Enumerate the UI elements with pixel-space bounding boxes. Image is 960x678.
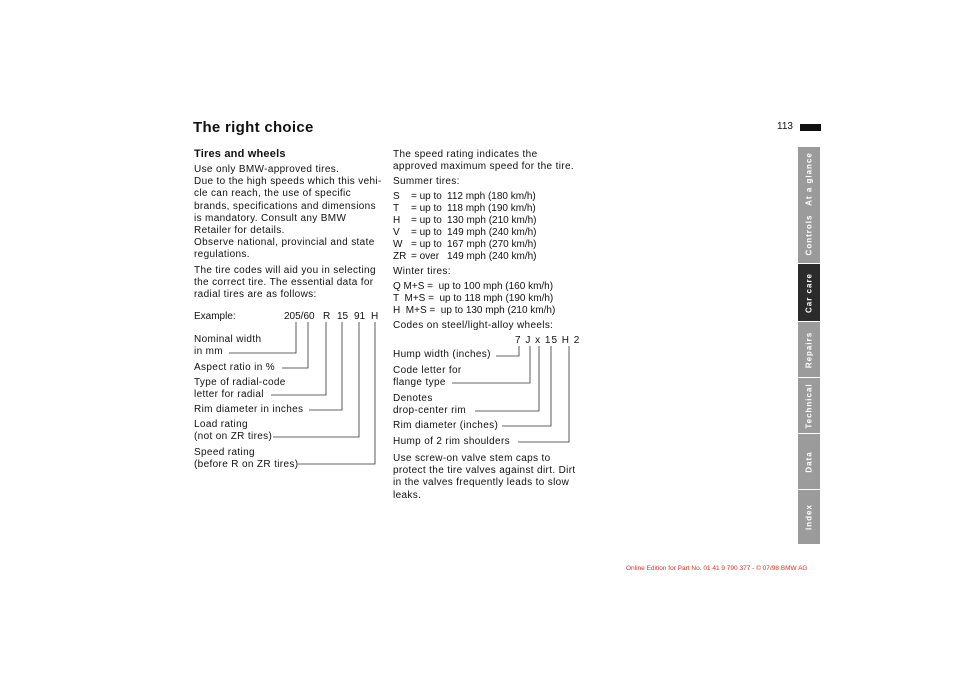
leader-rim-shoulders <box>518 346 569 442</box>
leader-rim-diameter <box>309 322 342 410</box>
label-hump-width: Hump width (inches) <box>393 349 491 360</box>
summer-label: Summer tires: <box>393 176 460 187</box>
tab-car-care[interactable]: Car care <box>798 264 820 321</box>
label-radial-type: Type of radial-code letter for radial <box>194 377 286 400</box>
intro-paragraph: Use only BMW-approved tires. Due to the high speeds which this vehi- cle can reach, the use of specific brands, specifications and dimensions is mandatory. Consult any BMW Retailer for details. Observe national, provincial and state regulations. <box>194 164 382 261</box>
leader-nominal-width <box>229 322 296 353</box>
tab-at-a-glance[interactable]: At a glance <box>798 147 820 210</box>
label-rim-diameter-in: Rim diameter (inches) <box>393 420 499 431</box>
code-radial: R <box>323 311 331 322</box>
tab-controls[interactable]: Controls <box>798 206 820 263</box>
code-speed: H <box>371 311 379 322</box>
code-load: 91 <box>354 311 366 322</box>
tab-index[interactable]: Index <box>798 490 820 544</box>
label-aspect-ratio: Aspect ratio in % <box>194 362 275 373</box>
page-number: 113 <box>777 121 793 132</box>
label-drop-center: Denotes drop-center rim <box>393 393 467 416</box>
leader-hump-width <box>496 346 519 356</box>
label-rim-shoulders: Hump of 2 rim shoulders <box>393 436 510 447</box>
code-width: 205/60 <box>284 311 315 322</box>
section-heading: Tires and wheels <box>194 148 286 160</box>
tab-technical[interactable]: Technical <box>798 378 820 433</box>
tire-code-paragraph: The tire codes will aid you in selecting the correct tire. The essential data for radial tires are as follows: <box>194 265 376 301</box>
leader-aspect-ratio <box>282 322 308 368</box>
leader-load-rating <box>273 322 359 437</box>
page-title: The right choice <box>193 119 314 136</box>
label-rim-diameter: Rim diameter in inches <box>194 404 304 415</box>
footer-edition: Online Edition for Part No. 01 41 9 790 377 - © 07/98 BMW AG <box>626 565 808 572</box>
label-speed-rating: Speed rating (before R on ZR tires) <box>194 447 299 470</box>
example-label: Example: <box>194 311 236 322</box>
wheel-code: 7 J x 15 H 2 <box>515 335 581 346</box>
leader-rim-diameter-in <box>502 346 551 426</box>
label-nominal-width: Nominal width in mm <box>194 334 262 357</box>
leader-radial-type <box>271 322 326 395</box>
winter-label: Winter tires: <box>393 266 451 277</box>
wheels-label: Codes on steel/light-alloy wheels: <box>393 320 554 331</box>
code-rim: 15 <box>337 311 349 322</box>
closing-paragraph: Use screw-on valve stem caps to protect the tire valves against dirt. Dirt in the valves frequently leads to slow leaks. <box>393 453 576 501</box>
tab-repairs[interactable]: Repairs <box>798 322 820 377</box>
label-load-rating: Load rating (not on ZR tires) <box>194 419 273 442</box>
leader-speed-rating <box>298 322 375 464</box>
tab-data[interactable]: Data <box>798 434 820 489</box>
speed-intro: The speed rating indicates the approved maximum speed for the tire. <box>393 149 575 173</box>
leader-flange-type <box>452 346 530 383</box>
label-flange-type: Code letter for flange type <box>393 365 462 388</box>
